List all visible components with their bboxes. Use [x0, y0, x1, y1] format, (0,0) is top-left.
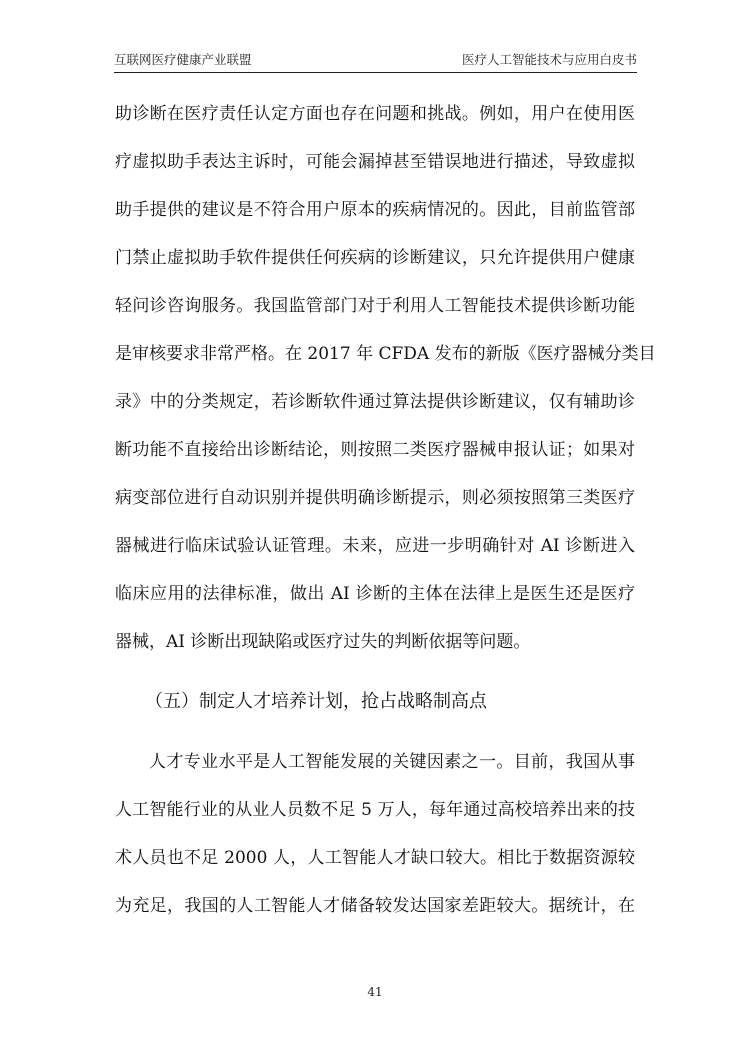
text-line: 是审核要求非常严格。在 2017 年 CFDA 发布的新版《医疗器械分类目 — [115, 344, 656, 364]
text-line: 轻问诊咨询服务。我国监管部门对于利用人工智能技术提供诊断功能 — [115, 296, 635, 316]
text-line: 疗虚拟助手表达主诉时，可能会漏掉甚至错误地进行描述，导致虚拟 — [115, 152, 635, 172]
text-line: 助诊断在医疗责任认定方面也存在问题和挑战。例如，用户在使用医 — [115, 104, 635, 124]
text-line: 人才专业水平是人工智能发展的关键因素之一。目前，我国从事 — [149, 752, 635, 772]
text-line: 断功能不直接给出诊断结论，则按照二类医疗器械申报认证；如果对 — [115, 440, 635, 460]
section-heading: （五）制定人才培养计划，抢占战略制高点 — [145, 691, 487, 712]
text-line: 为充足，我国的人工智能人才储备较发达国家差距较大。据统计，在 — [115, 896, 635, 916]
text-line: 器械，AI 诊断出现缺陷或医疗过失的判断依据等问题。 — [115, 632, 531, 652]
text-line: 助手提供的建议是不符合用户原本的疾病情况的。因此，目前监管部 — [115, 200, 635, 220]
header-left-title: 互联网医疗健康产业联盟 — [114, 52, 252, 67]
text-line: 术人员也不足 2000 人，人工智能人才缺口较大。相比于数据资源较 — [115, 848, 635, 868]
text-line: 人工智能行业的从业人员数不足 5 万人，每年通过高校培养出来的技 — [115, 800, 635, 820]
header-right-title: 医疗人工智能技术与应用白皮书 — [461, 52, 637, 67]
text-line: 门禁止虚拟助手软件提供任何疾病的诊断建议，只允许提供用户健康 — [115, 248, 635, 268]
text-line: 病变部位进行自动识别并提供明确诊断提示，则必须按照第三类医疗 — [115, 488, 635, 508]
page-header — [114, 50, 637, 73]
text-line: 临床应用的法律标准，做出 AI 诊断的主体在法律上是医生还是医疗 — [115, 584, 635, 604]
text-line: 录》中的分类规定，若诊断软件通过算法提供诊断建议，仅有辅助诊 — [115, 392, 635, 412]
page-number: 41 — [367, 985, 383, 999]
text-line: 器械进行临床试验认证管理。未来，应进一步明确针对 AI 诊断进入 — [115, 536, 635, 556]
